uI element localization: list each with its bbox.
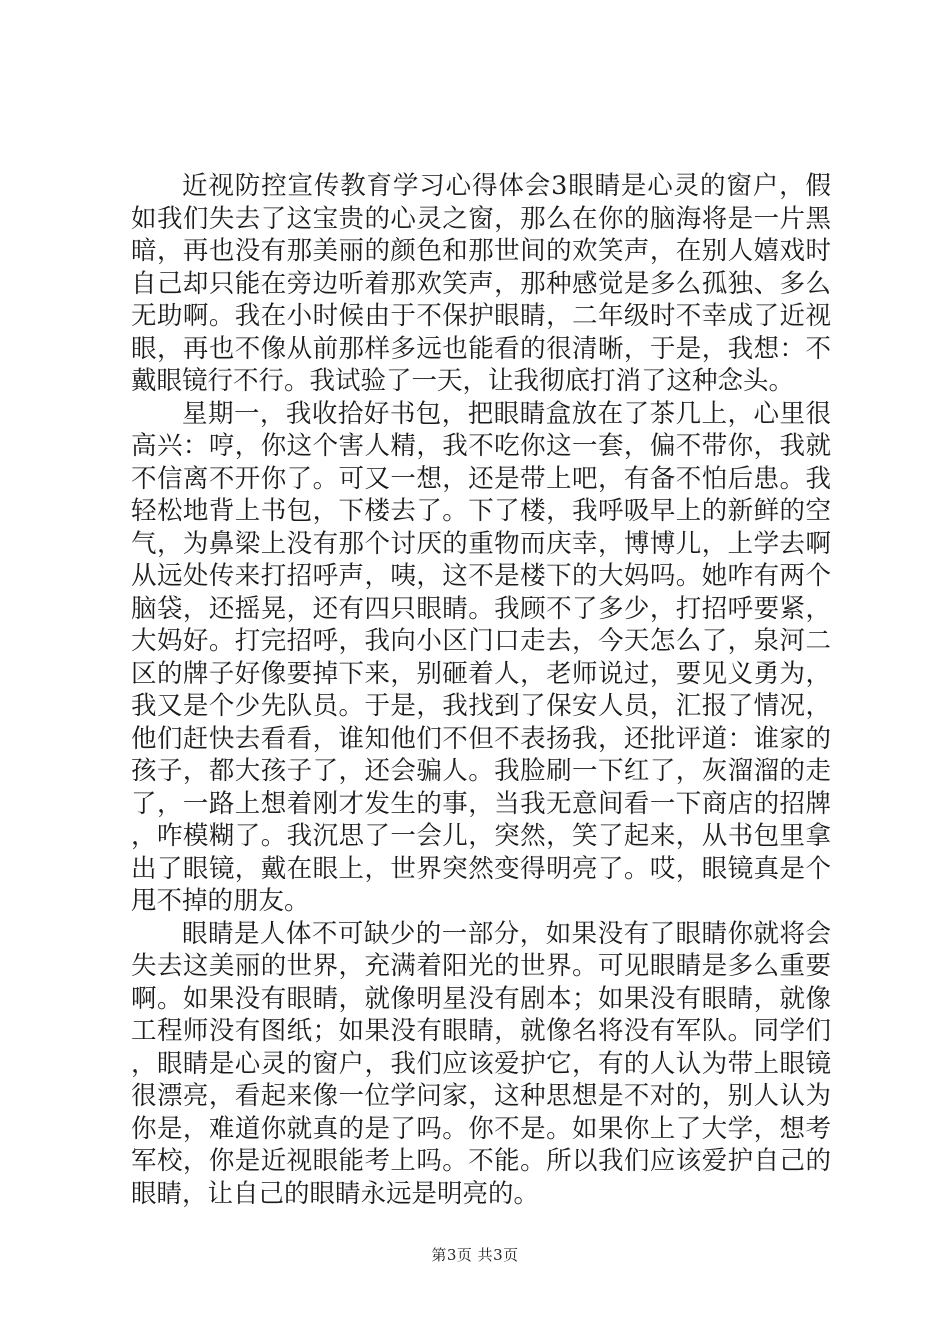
page-footer: 第3页 共3页 <box>431 1246 519 1264</box>
paragraph: 星期一，我收拾好书包，把眼睛盒放在了茶几上，心里很高兴：哼，你这个害人精，我不吃你这一套，偏不带你，我就不信离不开你了。可又一想，还是带上吧，有备不怕后患。我轻松地背上书包，下楼去了。下了楼，我呼吸早上的新鲜的空气，为鼻梁上没有那个讨厌的重物而庆幸，博博儿，上学去啊从远处传来打招呼声，咦，这不是楼下的大妈吗。她咋有两个脑袋，还摇晃，还有四只眼睛。我顾不了多少，打招呼要紧，大妈好。打完招呼，我向小区门口走去，今天怎么了，泉河二区的牌子好像要掉下来，别砸着人，老师说过，要见义勇为，我又是个少先队员。于是，我找到了保安人员，汇报了情况，他们赶快去看看，谁知他们不但不表扬我，还批评道：谁家的孩子，都大孩子了，还会骗人。我脸刷一下红了，灰溜溜的走了，一路上想着刚才发生的事，当我无意间看一下商店的招牌，咋模糊了。我沉思了一会儿，突然，笑了起来，从书包里拿出了眼镜，戴在眼上，世界突然变得明亮了。哎，眼镜真是个甩不掉的朋友。 <box>131 398 831 916</box>
paragraph: 近视防控宣传教育学习心得体会3眼睛是心灵的窗户，假如我们失去了这宝贵的心灵之窗，那么在你的脑海将是一片黑暗，再也没有那美丽的颜色和那世间的欢笑声，在别人嬉戏时自己却只能在旁边听着那欢笑声，那种感觉是多么孤独、多么无助啊。我在小时候由于不保护眼睛，二年级时不幸成了近视眼，再也不像从前那样多远也能看的很清晰，于是，我想：不戴眼镜行不行。我试验了一天，让我彻底打消了这种念头。 <box>131 171 831 396</box>
document-body <box>131 170 831 1210</box>
paragraph: 眼睛是人体不可缺少的一部分，如果没有了眼睛你就将会失去这美丽的世界，充满着阳光的世界。可见眼睛是多么重要啊。如果没有眼睛，就像明星没有剧本；如果没有眼睛，就像工程师没有图纸；如果没有眼睛，就像名将没有军队。同学们，眼睛是心灵的窗户，我们应该爱护它，有的人认为带上眼镜很漂亮，看起来像一位学问家，这种思想是不对的，别人认为你是，难道你就真的是了吗。你不是。如果你上了大学，想考军校，你是近视眼能考上吗。不能。所以我们应该爱护自己的眼睛，让自己的眼睛永远是明亮的。 <box>131 918 831 1209</box>
